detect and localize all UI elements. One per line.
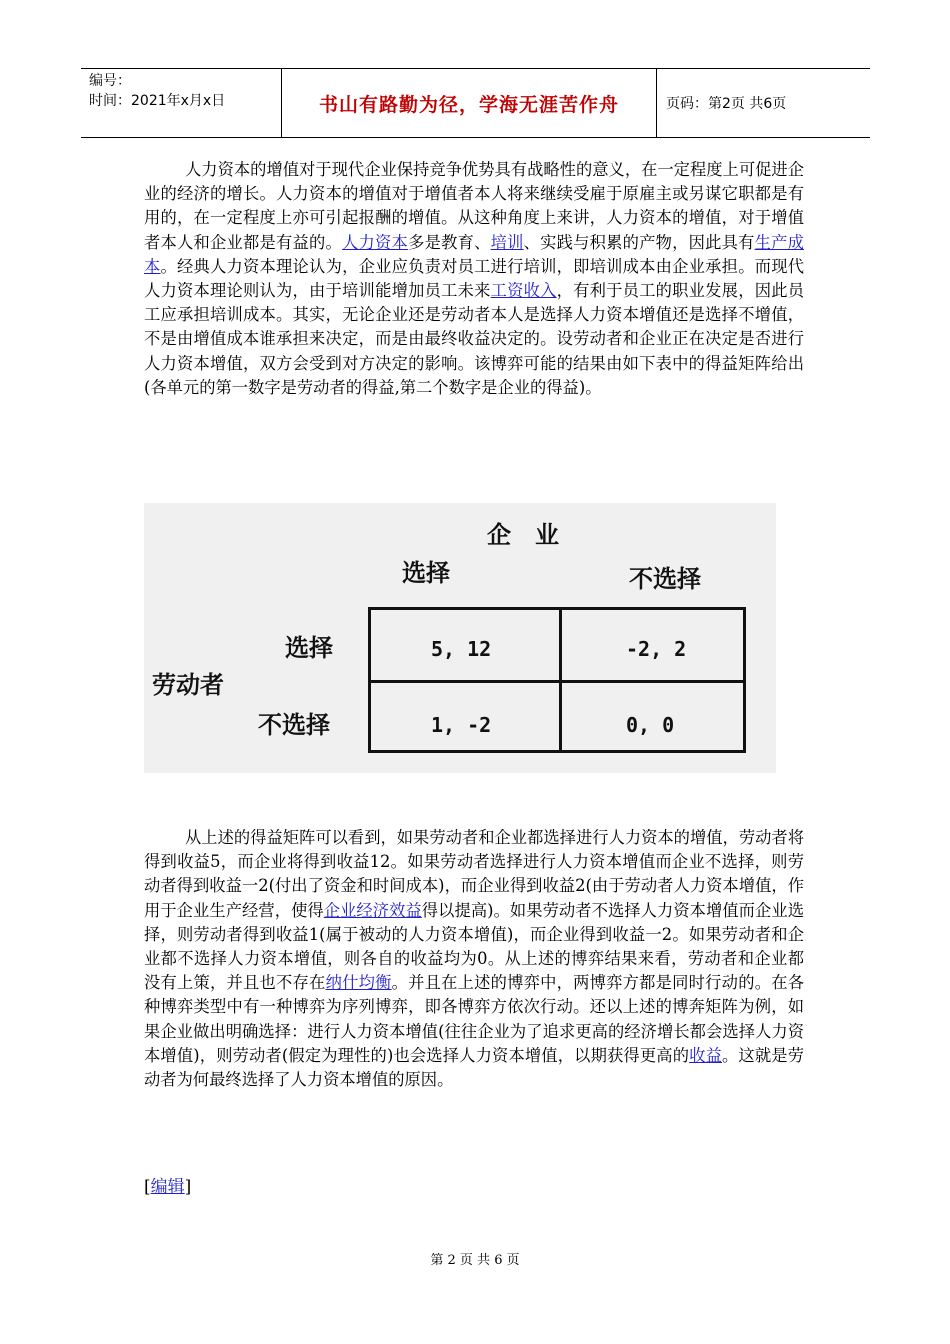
column-header-not-choose: 不选择 bbox=[629, 565, 701, 593]
paragraph-text: 、实践与积累的产物，因此具有 bbox=[523, 232, 755, 252]
paragraph-text: 。经典人力资本理论认为，企业应负责对员工进行培训，即培训成本由企业承担。而现代人力资本理论则认为，由于培训能增加员工未来 bbox=[144, 256, 804, 301]
bracket-close: ] bbox=[184, 1177, 192, 1197]
cell-not-choose-not-choose: 0, 0 bbox=[626, 713, 675, 737]
paragraph-text: 从上述的得益矩阵可以看到，如果劳动者和企业都选择进行人力资本的增值，劳动者将得到收益5，而企业将得到收益12。如果劳动者选择进行人力资本增值而企业不选择，则劳动者得到收益一2(付出了资金和时间成本)，而企业得到收益2(由于劳动者人力资本增值，作用于企业生产经营，使得 bbox=[144, 828, 804, 920]
row-header-choose: 选择 bbox=[285, 634, 333, 662]
paragraph-text: 人力资本的增值对于现代企业保持竞争优势具有战略性的意义，在一定程度上可促进企业的经济的增长。人力资本的增值对于增值者本人将来继续受雇于原雇主或另谋它职都是有用的，在一定程度上亦可引起报酬的增值。从这种角度上来讲，人力资本的增值，对于增值者本人和企业都是有益的。 bbox=[144, 160, 804, 252]
paragraph-text: ，有利于员工的职业发展，因此员工应承担培训成本。其实，无论企业还是劳动者本人是选择人力资本增值还是选择不增值，不是由增值成本谁承担来决定，而是由最终收益决定的。设劳动者和企业正在决定是否进行人力资本增值，双方会受到对方决定的影响。该博弈可能的结果由如下表中的得益矩阵给出(各单元的第一数字是劳动者的得益,第二个数字是企业的得益)。 bbox=[144, 281, 804, 397]
paragraph-text: 多是教育、 bbox=[408, 232, 491, 252]
body-paragraph-1 bbox=[144, 158, 804, 400]
payoff-matrix-figure bbox=[144, 503, 776, 773]
link-enterprise-economic-benefit[interactable]: 企业经济效益 bbox=[323, 900, 422, 920]
link-wage-income[interactable]: 工资收入 bbox=[490, 281, 557, 301]
column-header-choose: 选择 bbox=[402, 559, 450, 587]
paragraph-text: 得以提高)。如果劳动者不选择人力资本增值而企业选择，则劳动者得到收益1(属于被动的人力资本增值)，而企业得到收益一2。如果劳动者和企业都不选择人力资本增值，则各自的收益均为0。从上述的博弈结果来看，劳动者和企业都没有上策，并且也不存在 bbox=[144, 900, 804, 993]
payoff-grid bbox=[368, 607, 746, 753]
header-page-info: 页码：第2页 共6页 bbox=[666, 96, 787, 112]
link-nash-equilibrium[interactable]: 纳什均衡 bbox=[325, 973, 392, 993]
paragraph-text: 。并且在上述的博弈中，两博弈方都是同时行动的。在各种博弈类型中有一种博弈为序列博弈，即各博弈方依次行动。还以上述的博奔矩阵为例，如果企业做出明确选择：进行人力资本增值(往往企业为了追求更高的经济增长都会选择人力资本增值)，则劳动者(假定为理性的)也会选择人力资本增值，以期获得更高的 bbox=[144, 973, 804, 1065]
enterprise-label: 企 业 bbox=[487, 521, 559, 549]
link-revenue[interactable]: 收益 bbox=[689, 1045, 722, 1065]
cell-not-choose-choose: 1, -2 bbox=[431, 713, 492, 737]
page-header bbox=[81, 68, 870, 138]
link-human-capital[interactable]: 人力资本 bbox=[342, 232, 409, 252]
edit-link[interactable]: 编辑 bbox=[150, 1177, 185, 1197]
link-training[interactable]: 培训 bbox=[490, 232, 524, 252]
row-header-not-choose: 不选择 bbox=[258, 711, 330, 739]
doc-number-label: 编号： bbox=[89, 73, 131, 89]
header-meta bbox=[81, 69, 282, 137]
link-production-cost[interactable]: 生产成本 bbox=[144, 232, 804, 276]
page-footer: 第 2 页 共 6 页 bbox=[430, 1253, 520, 1268]
body-paragraph-2 bbox=[144, 826, 804, 1092]
bracket-open: [ bbox=[144, 1177, 151, 1197]
paragraph-text: 。这就是劳动者为何最终选择了人力资本增值的原因。 bbox=[144, 1045, 804, 1090]
grid-divider-horizontal bbox=[371, 680, 743, 683]
header-motto: 书山有路勤为径，学海无涯苦作舟 bbox=[282, 69, 657, 137]
cell-choose-not-choose: -2, 2 bbox=[626, 637, 687, 661]
doc-date: 时间：2021年x月x日 bbox=[89, 93, 226, 109]
edit-section bbox=[144, 1172, 191, 1197]
cell-choose-choose: 5, 12 bbox=[431, 637, 492, 661]
worker-label: 劳动者 bbox=[152, 671, 224, 699]
